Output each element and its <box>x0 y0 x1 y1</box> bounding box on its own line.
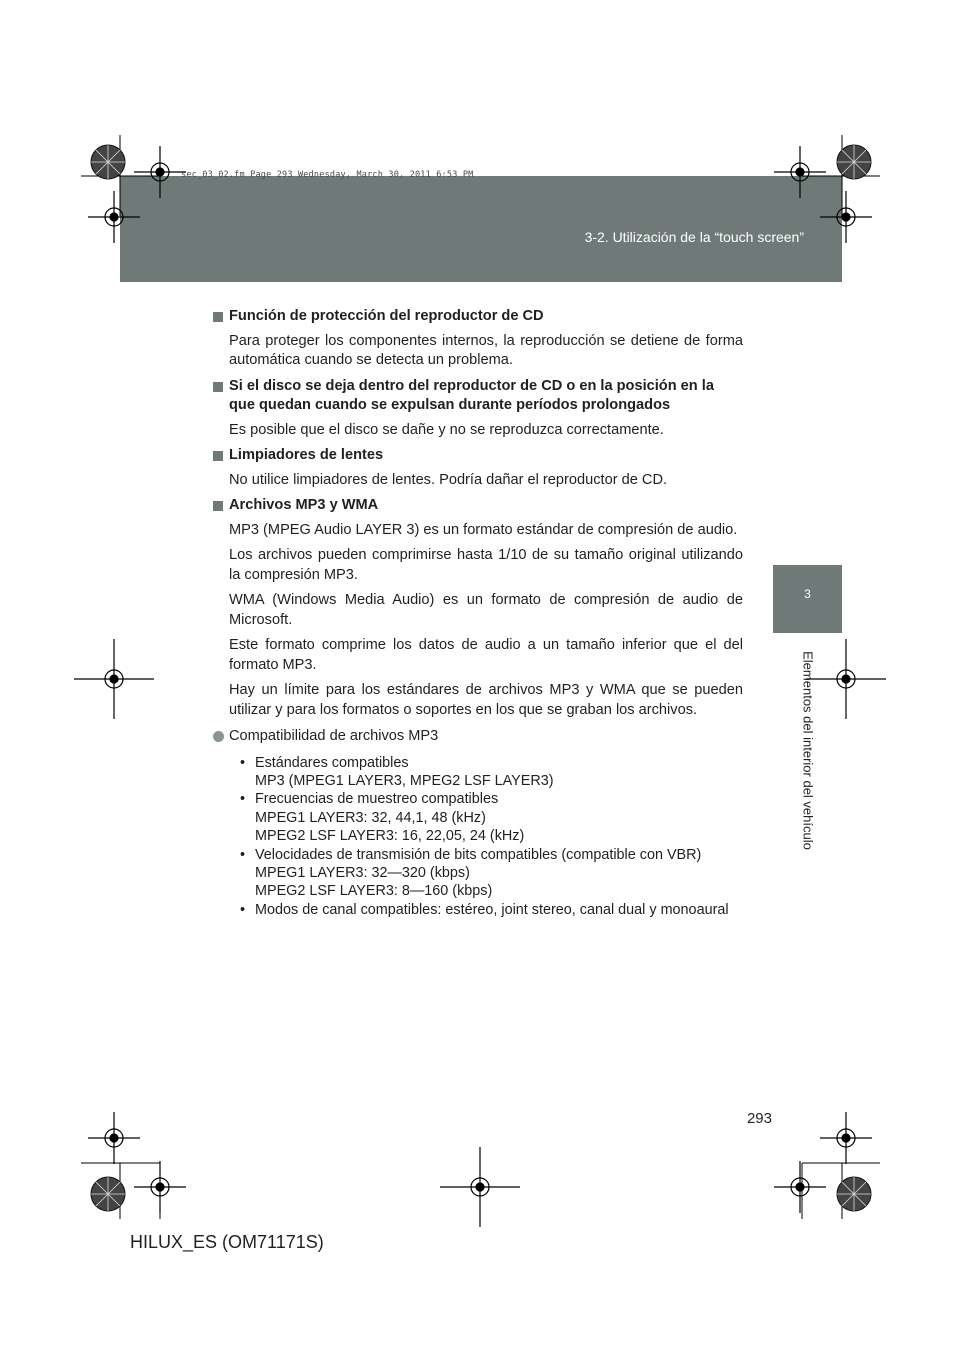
list-item-label: Frecuencias de muestreo compatibles <box>255 791 499 808</box>
list-item-label: Modos de canal compatibles: estéreo, joint stereo, canal dual y monoaural <box>255 901 729 918</box>
chapter-label-text: Elementos del interior del vehículo <box>800 651 816 850</box>
round-bullet-icon <box>213 731 224 742</box>
square-bullet-icon <box>213 451 223 461</box>
bullet-icon: • <box>240 791 246 808</box>
main-content <box>213 307 743 919</box>
list-item-detail: MP3 (MPEG1 LAYER3, MPEG2 LSF LAYER3) <box>255 772 554 789</box>
section-heading: Archivos MP3 y WMA <box>213 496 743 516</box>
paragraph: WMA (Windows Media Audio) es un formato de compresión de audio de Microsoft. <box>229 592 743 628</box>
paragraph: Los archivos pueden comprimirse hasta 1/10 de su tamaño original utilizando la compresión MP3. <box>229 547 743 583</box>
list-item-detail: MPEG1 LAYER3: 32—320 (kbps) <box>255 864 470 881</box>
list-item <box>240 846 743 901</box>
chapter-number: 3 <box>804 587 811 601</box>
paragraph: No utilice limpiadores de lentes. Podría dañar el reproductor de CD. <box>229 471 668 488</box>
list-item <box>240 754 743 791</box>
bullet-icon: • <box>240 901 246 918</box>
bullet-icon: • <box>240 754 246 771</box>
paragraph: Hay un límite para los estándares de archivos MP3 y WMA que se pueden utilizar y para los formatos o soportes en los que se graban los archivos. <box>229 682 743 718</box>
square-bullet-icon <box>213 501 223 511</box>
list-item <box>240 790 743 845</box>
list-item-detail: MPEG2 LSF LAYER3: 8—160 (kbps) <box>255 883 493 900</box>
square-bullet-icon <box>213 382 223 392</box>
section-title: 3-2. Utilización de la “touch screen” <box>584 229 804 245</box>
bullet-icon: • <box>240 846 246 863</box>
section-heading: Función de protección del reproductor de CD <box>213 307 743 327</box>
list-item <box>240 901 743 919</box>
paragraph: Para proteger los componentes internos, la reproducción se detiene de forma automática cuando se detecta un problema. <box>229 332 743 368</box>
list-item-label: Velocidades de transmisión de bits compatibles (compatible con VBR) <box>255 846 702 863</box>
list-item-label: Estándares compatibles <box>255 754 409 771</box>
compat-list <box>240 754 743 920</box>
fm-stamp: sec_03_02.fm Page 293 Wednesday, March 30, 2011 6:53 PM <box>181 170 474 180</box>
manual-code: HILUX_ES (OM71171S) <box>130 1232 324 1252</box>
square-bullet-icon <box>213 312 223 322</box>
section-heading: Limpiadores de lentes <box>213 446 743 466</box>
section-heading: Si el disco se deja dentro del reproductor de CD o en la posición en la que quedan cuando se expulsan durante períodos prolongados <box>213 377 743 416</box>
paragraph: Es posible que el disco se dañe y no se reproduzca correctamente. <box>229 421 664 438</box>
paragraph: Este formato comprime los datos de audio a un tamaño inferior que el del formato MP3. <box>229 637 743 673</box>
page-number: 293 <box>746 1110 772 1127</box>
paragraph: MP3 (MPEG Audio LAYER 3) es un formato estándar de compresión de audio. <box>229 521 738 538</box>
list-item-detail: MPEG1 LAYER3: 32, 44,1, 48 (kHz) <box>255 809 486 826</box>
subsection-heading: Compatibilidad de archivos MP3 <box>213 727 743 747</box>
list-item-detail: MPEG2 LSF LAYER3: 16, 22,05, 24 (kHz) <box>255 828 525 845</box>
